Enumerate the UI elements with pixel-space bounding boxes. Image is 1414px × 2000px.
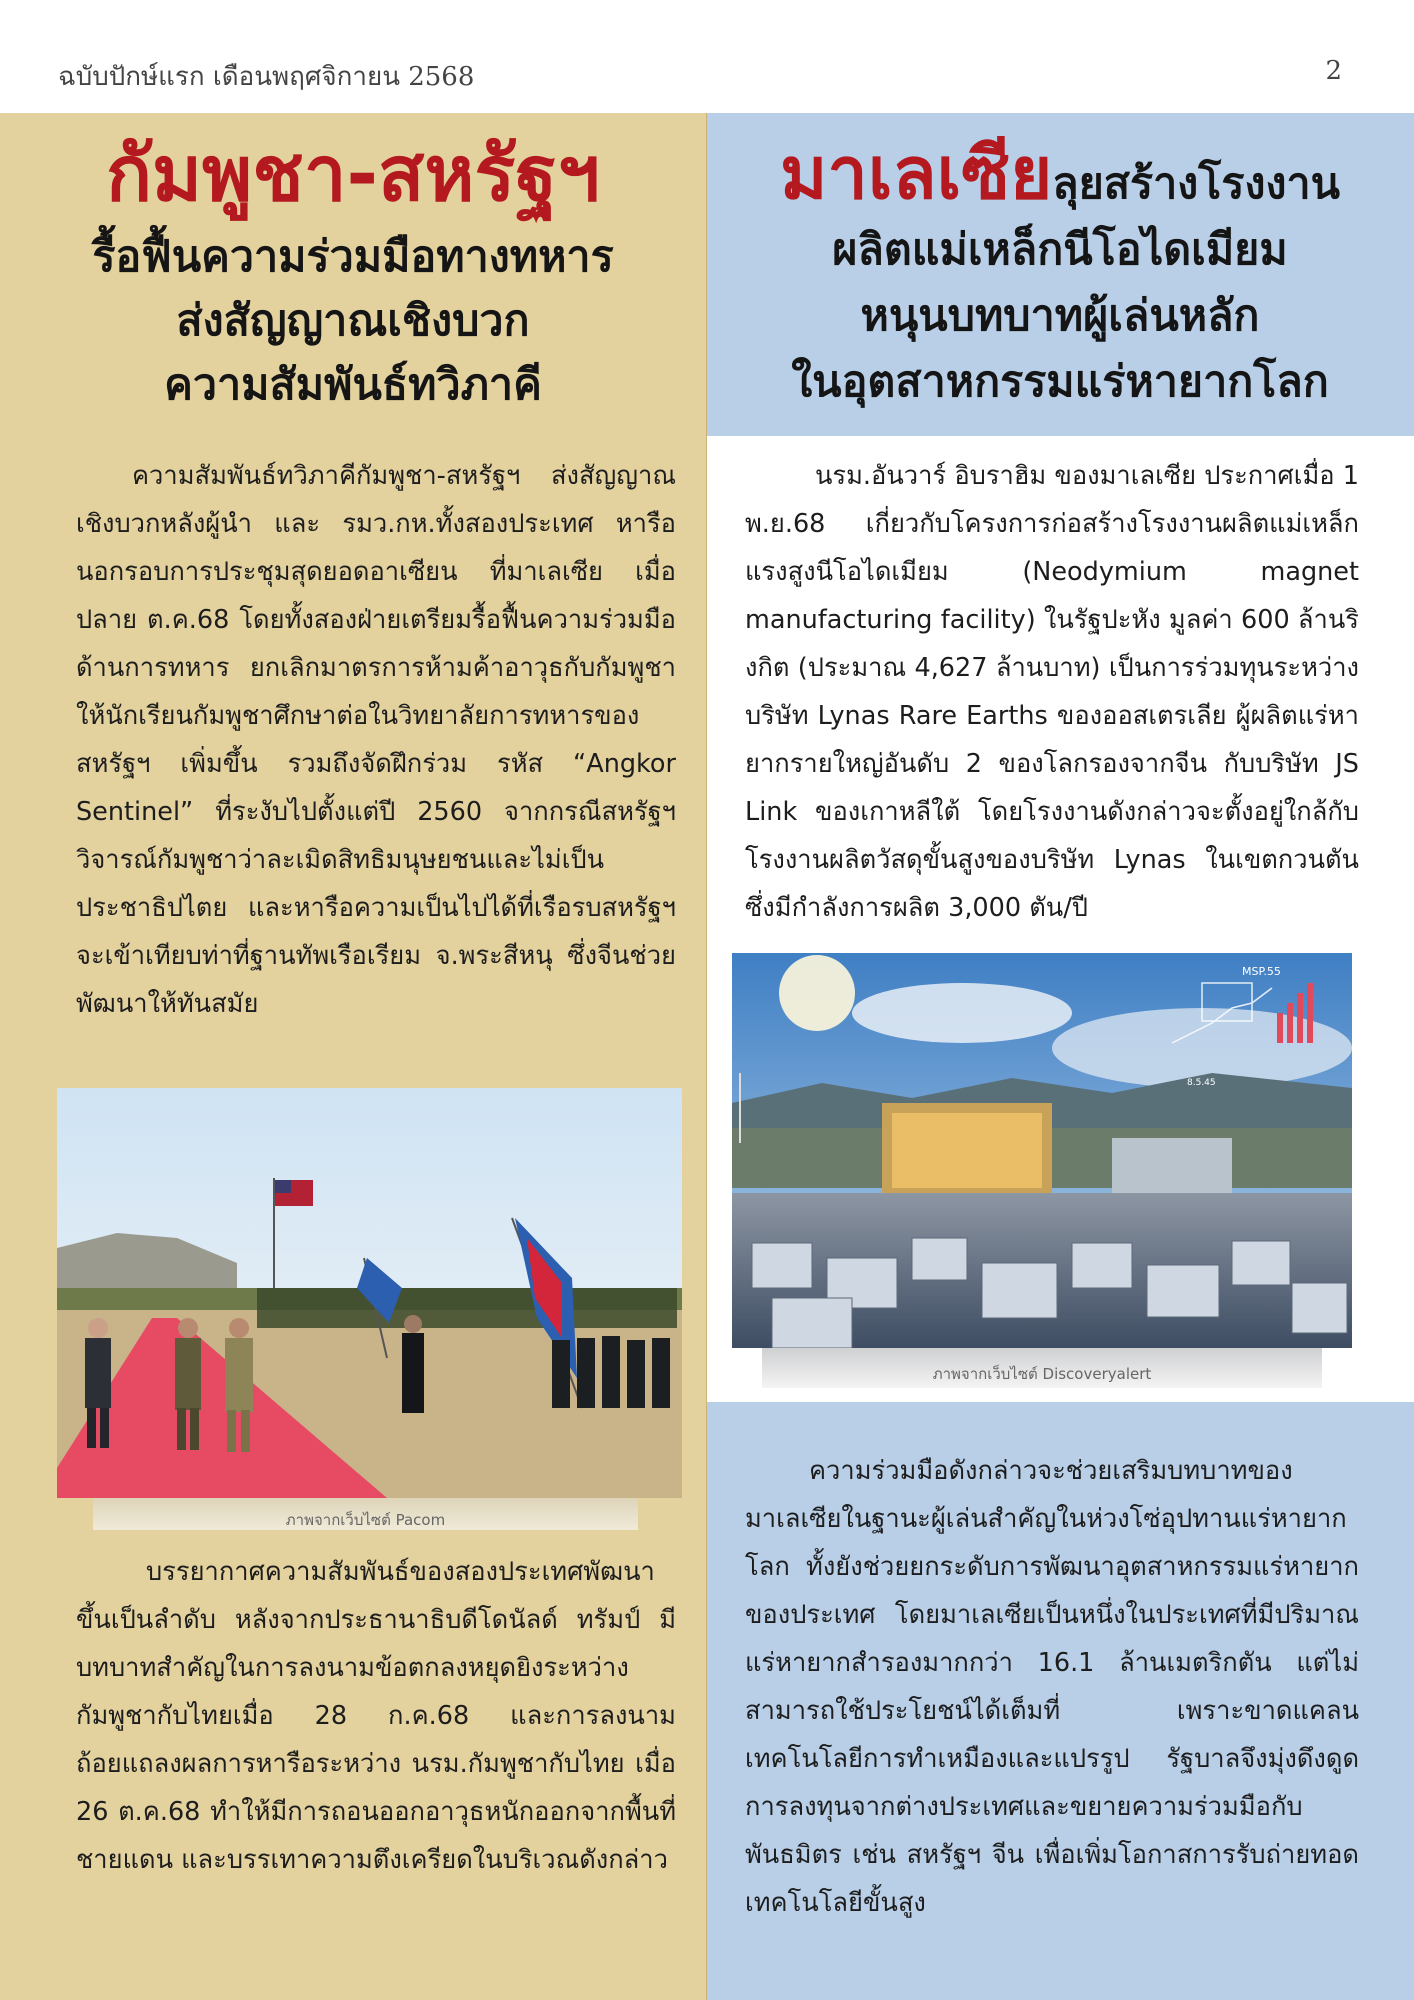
right-title-highlight: มาเลเซีย xyxy=(779,131,1053,215)
right-paragraph-1-text: นรม.อันวาร์ อิบราฮิม ของมาเลเซีย ประกาศเมื่อ 1 พ.ย.68 เกี่ยวกับโครงการก่อสร้างโรงงานผลิตแม่เหล็กแรงสูงนีโอไดเมียม (Neodymium magnet manufacturing facility) ในรัฐปะหัง มูลค่า 600 ล้านริงกิต (ประมาณ 4,627 ล้านบาท) เป็นการร่วมทุนระหว่างบริษัท Lynas Rare Earths ของออสเตรเลีย ผู้ผลิตแร่หายากรายใหญ่อันดับ 2 ของโลกรองจากจีน กับบริษัท JS Link ของเกาหลีใต้ โดยโรงงานดังกล่าวจะตั้งอยู่ใกล้กับโรงงานผลิตวัสดุขั้นสูงของบริษัท Lynas ในเขตกวนตัน ซึ่งมีกำลังการผลิต 3,000 ตัน/ปี xyxy=(745,461,1359,923)
left-paragraph-2 xyxy=(76,1548,676,1884)
right-paragraph-2 xyxy=(745,1447,1359,1927)
right-paragraph-1 xyxy=(745,452,1359,932)
left-subtitle-line: ความสัมพันธ์ทวิภาคี xyxy=(164,360,542,410)
left-paragraph-2-text: บรรยากาศความสัมพันธ์ของสองประเทศพัฒนาขึ้นเป็นลำดับ หลังจากประธานาธิบดีโดนัลด์ ทรัมป์ มีบทบาทสำคัญในการลงนามข้อตกลงหยุดยิงระหว่างกัมพูชากับไทยเมื่อ 28 ก.ค.68 และการลงนามถ้อยแถลงผลการหารือระหว่าง นรม.กัมพูชากับไทย เมื่อ 26 ต.ค.68 ทำให้มีการถอนออกอาวุธหนักออกจากพื้นที่ชายแดน และบรรเทาความตึงเครียดในบริเวณดังกล่าว xyxy=(76,1557,676,1875)
left-article-title: กัมพูชา-สหรัฐฯ xyxy=(106,129,600,218)
left-article-photo xyxy=(57,1088,682,1498)
page-number: 2 xyxy=(1325,56,1342,86)
right-subtitle-line: ผลิตแม่เหล็กนีโอไดเมียม xyxy=(832,225,1288,275)
left-article-subtitle xyxy=(20,225,686,417)
issue-label: ฉบับปักษ์แรก เดือนพฤศจิกายน 2568 xyxy=(58,62,475,92)
left-photo-caption: ภาพจากเว็บไซต์ Pacom xyxy=(285,1511,446,1529)
photo-overlay-label: MSP.55 xyxy=(1242,965,1281,978)
right-title-rest: ลุยสร้างโรงงาน xyxy=(1052,159,1341,209)
right-paragraph-2-text: ความร่วมมือดังกล่าวจะช่วยเสริมบทบาทของมาเลเซียในฐานะผู้เล่นสำคัญในห่วงโซ่อุปทานแร่หายากโลก ทั้งยังช่วยยกระดับการพัฒนาอุตสาหกรรมแร่หายากของประเทศ โดยมาเลเซียเป็นหนึ่งในประเทศที่มีปริมาณแร่หายากสำรองมากกว่า 16.1 ล้านเมตริกตัน แต่ไม่สามารถใช้ประโยชน์ได้เต็มที่ เพราะขาดแคลนเทคโนโลยีการทำเหมืองและแปรรูป รัฐบาลจึงมุ่งดึงดูดการลงทุนจากต่างประเทศและขยายความร่วมมือกับพันธมิตร เช่น สหรัฐฯ จีน เพื่อเพิ่มโอกาสการรับถ่ายทอดเทคโนโลยีขั้นสูง xyxy=(745,1456,1359,1918)
right-article-headline xyxy=(720,131,1400,415)
right-photo-caption: ภาพจากเว็บไซต์ Discoveryalert xyxy=(932,1365,1152,1383)
page-header xyxy=(0,0,1414,113)
left-paragraph-1-text: ความสัมพันธ์ทวิภาคีกัมพูชา-สหรัฐฯ ส่งสัญญาณเชิงบวกหลังผู้นำ และ รมว.กห.ทั้งสองประเทศ หารือนอกรอบการประชุมสุดยอดอาเซียน ที่มาเลเซีย เมื่อปลาย ต.ค.68 โดยทั้งสองฝ่ายเตรียมรื้อฟื้นความร่วมมือด้านการทหาร ยกเลิกมาตรการห้ามค้าอาวุธกับกัมพูชา ให้นักเรียนกัมพูชาศึกษาต่อในวิทยาลัยการทหารของสหรัฐฯ เพิ่มขึ้น รวมถึงจัดฝึกร่วม รหัส “Angkor Sentinel” ที่ระงับไปตั้งแต่ปี 2560 จากกรณีสหรัฐฯ วิจารณ์กัมพูชาว่าละเมิดสิทธิมนุษยชนและไม่เป็นประชาธิปไตย และหารือความเป็นไปได้ที่เรือรบสหรัฐฯ จะเข้าเทียบท่าที่ฐานทัพเรือเรียม จ.พระสีหนุ ซึ่งจีนช่วยพัฒนาให้ทันสมัย xyxy=(76,461,676,1019)
right-article-photo xyxy=(732,953,1352,1348)
photo-overlay-number: 8.5.45 xyxy=(1187,1078,1216,1088)
left-subtitle-line: รื้อฟื้นความร่วมมือทางทหาร xyxy=(92,232,614,282)
right-subtitle-line: หนุนบทบาทผู้เล่นหลัก xyxy=(860,291,1260,341)
left-paragraph-1 xyxy=(76,452,676,1028)
right-title-line xyxy=(720,131,1400,217)
right-subtitle-line: ในอุตสาหกรรมแร่หายากโลก xyxy=(791,357,1329,407)
left-subtitle-line: ส่งสัญญาณเชิงบวก xyxy=(176,296,530,346)
